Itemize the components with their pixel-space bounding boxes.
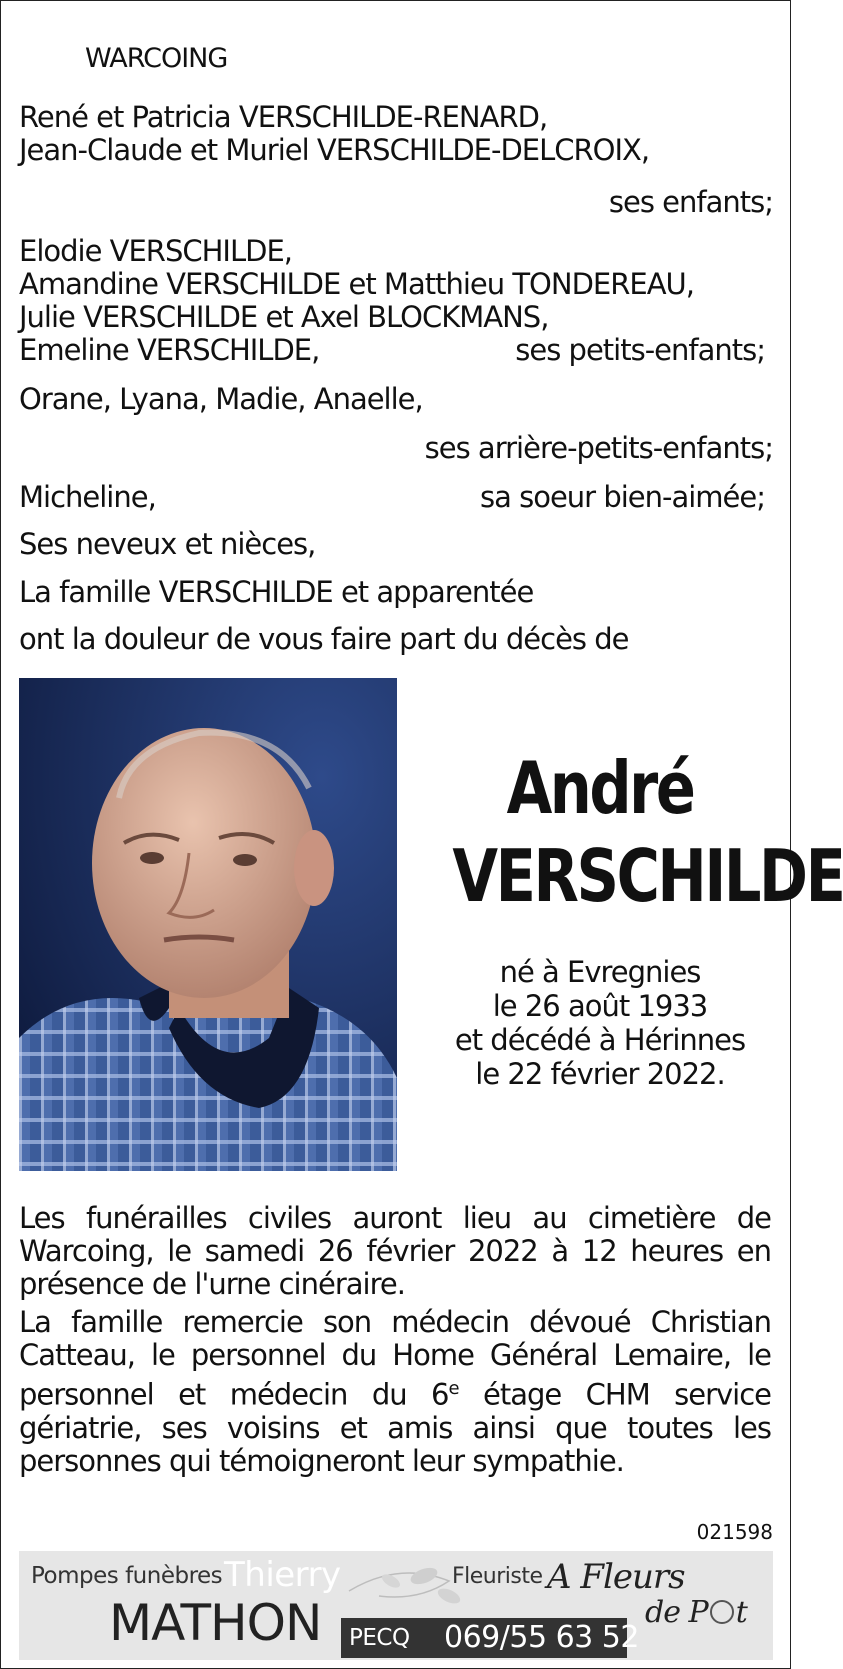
footer-banner: [19, 1551, 773, 1660]
grandchild-line-2: Amandine VERSCHILDE et Matthieu TONDEREAU,: [19, 267, 694, 301]
shop-name-part: de P: [645, 1595, 708, 1630]
shop-name-end: t: [735, 1595, 747, 1630]
deceased-last-name: VERSCHILDE: [452, 834, 843, 918]
nephews-line: Ses neveux et nièces,: [19, 527, 316, 561]
funeral-paragraph: Les funérailles civiles auront lieu au cimetière de Warcoing, le samedi 26 février 2022 à 12 heures en présence de l'urne cinéraire.: [19, 1201, 771, 1301]
death-date: le 22 février 2022.: [475, 1057, 725, 1091]
pompes-label: Pompes funèbres: [31, 1563, 223, 1589]
thanks-paragraph: [19, 1306, 771, 1478]
thanks-superscript: e: [448, 1378, 459, 1399]
sister-name: Micheline,: [19, 480, 156, 514]
announcement-line: ont la douleur de vous faire part du décès de: [19, 622, 629, 656]
children-line-2: Jean-Claude et Muriel VERSCHILDE-DELCROIX,: [19, 133, 650, 167]
reference-number: 021598: [696, 1520, 773, 1544]
great-grandchildren: Orane, Lyana, Madie, Anaelle,: [19, 382, 423, 416]
birth-date: le 26 août 1933: [492, 989, 708, 1023]
children-role: ses enfants;: [608, 185, 773, 219]
shop-name-line2: [645, 1595, 747, 1630]
company-name: MATHON: [109, 1594, 322, 1652]
deceased-photo: [19, 678, 397, 1171]
grandchild-line-1: Elodie VERSCHILDE,: [19, 234, 293, 268]
born-line: né à Evregnies: [499, 955, 701, 989]
grandchildren-role: ses petits-enfants;: [515, 333, 765, 367]
children-line-1: René et Patricia VERSCHILDE-RENARD,: [19, 100, 548, 134]
shop-name-line1: A Fleurs: [547, 1557, 685, 1597]
town-heading: WARCOING: [85, 43, 228, 74]
company-city: PECQ: [349, 1625, 410, 1651]
died-line: et décédé à Hérinnes: [454, 1023, 746, 1057]
grandchild-line-3: Julie VERSCHILDE et Axel BLOCKMANS,: [19, 300, 549, 334]
thanks-text-before: La famille remercie son médecin dévoué Christian Catteau, le personnel du Home Général Lemaire, le personnel et médecin du 6: [19, 1305, 771, 1412]
grandchild-line-4: Emeline VERSCHILDE,: [19, 333, 320, 367]
sister-role: sa soeur bien-aimée;: [480, 480, 765, 514]
great-grandchildren-role: ses arrière-petits-enfants;: [424, 431, 773, 465]
thanks-text-after: étage CHM service gériatrie, ses voisins et amis ainsi que toutes les personnes qui témoigneront leur sympathie.: [19, 1377, 771, 1478]
flower-pot-icon: [710, 1600, 734, 1624]
director-first-name: Thierry: [224, 1555, 341, 1595]
portrait-illustration: [19, 678, 397, 1171]
phone-number: 069/55 63 52: [444, 1620, 639, 1655]
dates-block: [420, 955, 780, 1091]
deceased-first-name: André: [506, 746, 694, 830]
fleuriste-label: Fleuriste: [452, 1564, 543, 1589]
family-line: La famille VERSCHILDE et apparentée: [19, 575, 534, 609]
